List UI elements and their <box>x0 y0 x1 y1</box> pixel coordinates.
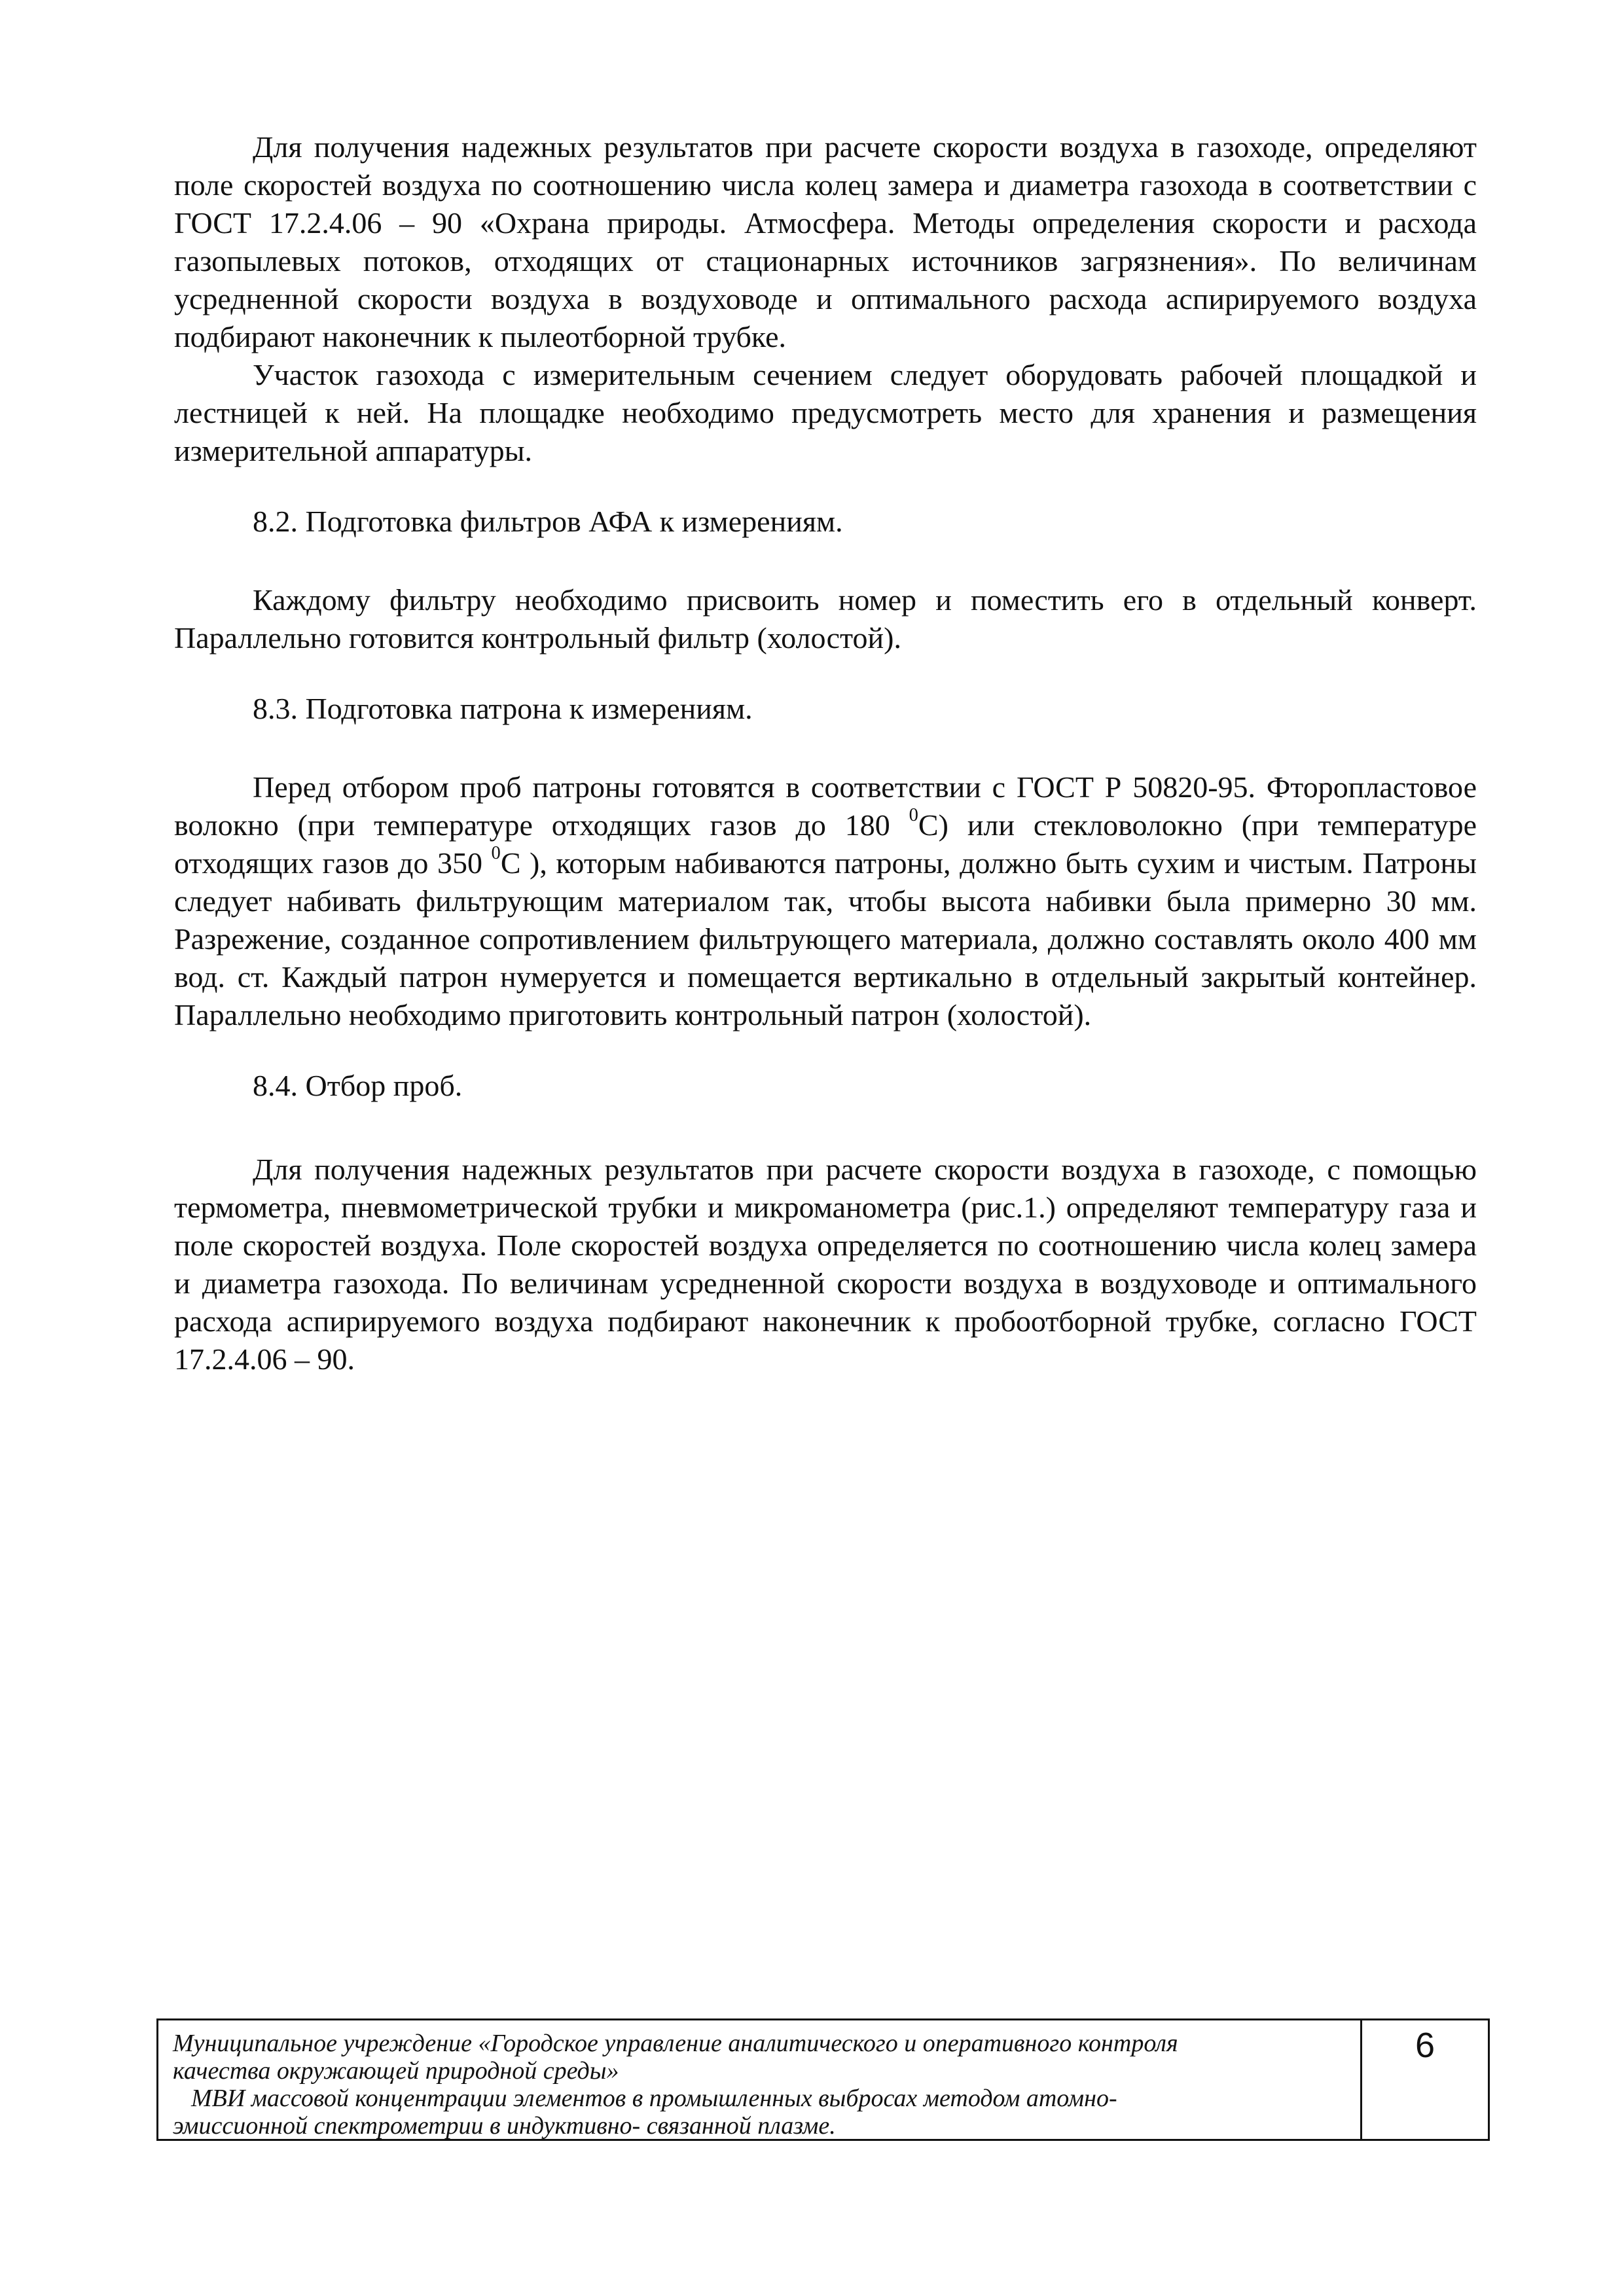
cartridge-text-part-3: С ), которым набиваются патроны, должно быть сухим и чистым. Патроны следует набивать фильтрующим материалом так, чтобы высота набивки была примерно 30 мм. Разрежение, созданное сопротивлением фильтрующего материала, должно составлять около 400 мм вод. ст. Каждый патрон нумеруется и помещается вертикально в отдельный закрытый контейнер. Параллельно необходимо приготовить контрольный патрон (холостой). <box>174 846 1477 1031</box>
footer-doc-line-2: эмиссионной спектрометрии в индуктивно- связанной плазме. <box>173 2112 836 2140</box>
document-body <box>174 128 1477 1378</box>
paragraph-sampling: Для получения надежных результатов при расчете скорости воздуха в газоходе, с помощью термометра, пневмометрической трубки и микроманометра (рис.1.) определяют температуру газа и поле скоростей воздуха. Поле скоростей воздуха определяется по соотношению числа колец замера и диаметра газохода. По величинам усредненной скорости воздуха в воздуховоде и оптимального расхода аспирируемого воздуха подбирают наконечник к пробоотборной трубке, согласно ГОСТ 17.2.4.06 – 90. <box>174 1153 1477 1376</box>
footer-doc-line-1: МВИ массовой концентрации элементов в промышленных выбросах методом атомно- <box>191 2085 1117 2112</box>
paragraph-filter-preparation: Каждому фильтру необходимо присвоить номер и поместить его в отдельный конверт. Параллельно готовится контрольный фильтр (холостой). <box>174 583 1477 655</box>
section-8-4-heading: 8.4. Отбор проб. <box>253 1069 463 1102</box>
footer-title-block <box>156 2018 1490 2141</box>
paragraph-measurement-platform: Участок газохода с измерительным сечением следует оборудовать рабочей площадкой и лестницей к ней. На площадке необходимо предусмотреть место для хранения и размещения измерительной аппаратуры. <box>174 358 1477 467</box>
paragraph-cartridge-preparation <box>174 768 1477 1034</box>
footer-description <box>158 2020 1360 2139</box>
footer-org-line-1: Муниципальное учреждение «Городское управление аналитического и оперативного контроля <box>173 2030 1178 2057</box>
section-8-2-heading: 8.2. Подготовка фильтров АФА к измерениям. <box>253 505 843 538</box>
degree-superscript-2: 0 <box>491 842 501 863</box>
cartridge-text-part-2: С) или стекловолокно (при температуре отходящих газов до 350 <box>174 808 1477 880</box>
degree-superscript-1: 0 <box>909 804 918 825</box>
paragraph-gas-velocity-field: Для получения надежных результатов при расчете скорости воздуха в газоходе, определяют поле скоростей воздуха по соотношению числа колец замера и диаметра газохода в соответствии с ГОСТ 17.2.4.06 – 90 «Охрана природы. Атмосфера. Методы определения скорости и расхода газопылевых потоков, отходящих от стационарных источников загрязнения». По величинам усредненной скорости воздуха в воздуховоде и оптимального расхода аспирируемого воздуха подбирают наконечник к пылеотборной трубке. <box>174 130 1477 353</box>
page-number-cell <box>1360 2020 1488 2139</box>
page-number: 6 <box>1415 2026 1435 2065</box>
footer-org-line-2: качества окружающей природной среды» <box>173 2057 619 2085</box>
section-8-3-heading: 8.3. Подготовка патрона к измерениям. <box>253 692 753 725</box>
cartridge-text-part-1: Перед отбором проб патроны готовятся в соответствии с ГОСТ Р 50820-95. Фторопластовое волокно (при температуре отходящих газов до 180 <box>174 770 1477 842</box>
